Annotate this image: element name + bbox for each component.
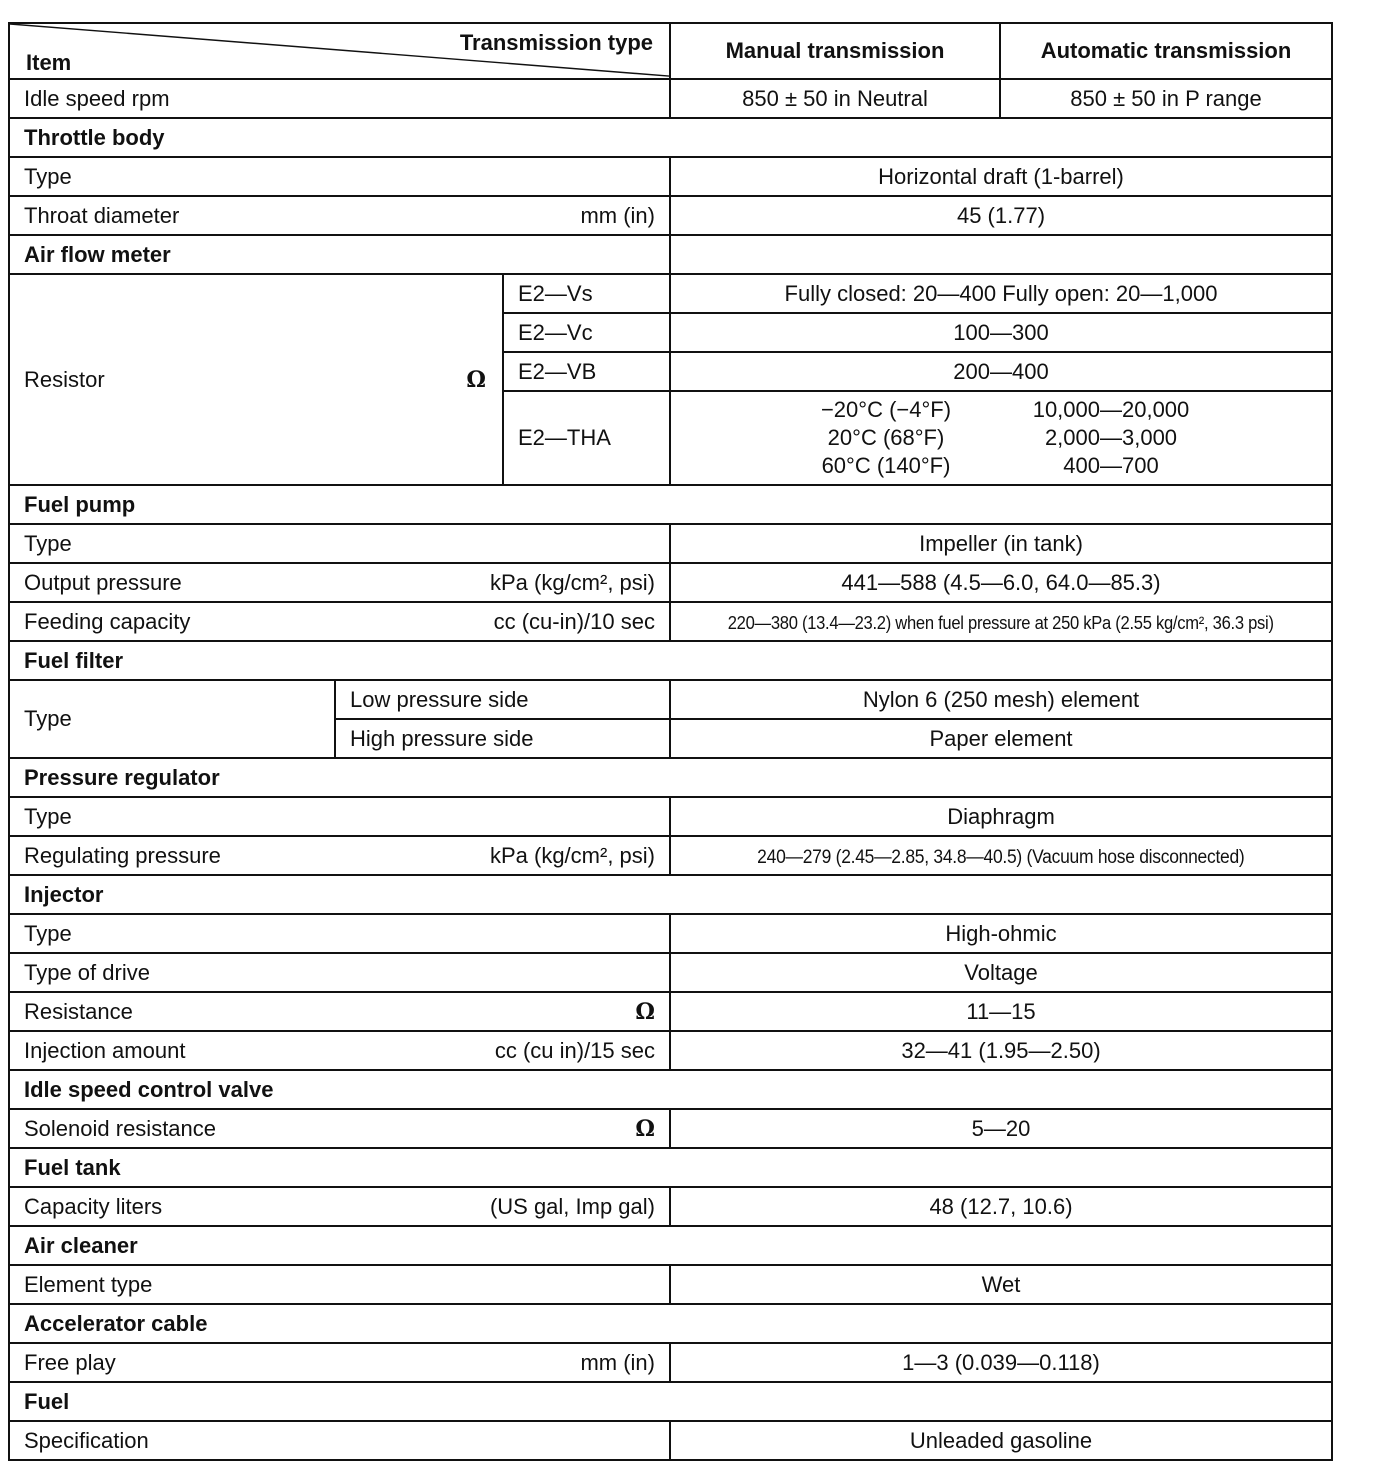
tha-temp: −20°C (−4°F) — [820, 397, 952, 422]
injector-type-row — [9, 914, 1332, 953]
injector-drive-row — [9, 953, 1332, 992]
section-fuel: Fuel — [9, 1382, 1332, 1421]
throttle-type-label: Type — [9, 157, 670, 196]
throat-diameter-label: Throat diameter — [24, 202, 180, 228]
tha-value: 10,000—20,000 — [1032, 397, 1190, 422]
manual-transmission-header: Manual transmission — [670, 23, 1000, 79]
header-item-cell — [9, 23, 670, 79]
output-pressure-row — [9, 563, 1332, 602]
automatic-transmission-header: Automatic transmission — [1000, 23, 1332, 79]
spec-sheet — [8, 22, 1331, 1461]
capacity-unit: (US gal, Imp gal) — [489, 1193, 655, 1219]
header-row — [9, 23, 1332, 79]
specification-label: Specification — [9, 1421, 670, 1460]
section-air-flow-meter: Air flow meter — [9, 235, 670, 274]
idle-speed-label: Idle speed rpm — [9, 79, 670, 118]
afm-value: 100—300 — [670, 313, 1332, 352]
injector-resistance-label: Resistance — [24, 998, 133, 1024]
transmission-type-label: Transmission type — [459, 30, 653, 55]
solenoid-resistance-value: 5—20 — [670, 1109, 1332, 1148]
resistor-label: Resistor — [24, 366, 105, 392]
section-pressure-regulator: Pressure regulator — [9, 758, 1332, 797]
free-play-row — [9, 1343, 1332, 1382]
regulating-pressure-row — [9, 836, 1332, 875]
fuel-filter-low-value: Nylon 6 (250 mesh) element — [670, 680, 1332, 719]
output-pressure-value: 441—588 (4.5—6.0, 64.0—85.3) — [670, 563, 1332, 602]
element-type-value: Wet — [670, 1265, 1332, 1304]
injection-amount-value: 32—41 (1.95—2.50) — [670, 1031, 1332, 1070]
section-fuel-tank: Fuel tank — [9, 1148, 1332, 1187]
afm-terminal: E2—VB — [503, 352, 670, 391]
afm-terminal: E2—Vc — [503, 313, 670, 352]
regulator-type-value: Diaphragm — [670, 797, 1332, 836]
spec-table — [8, 22, 1333, 1461]
section-fuel-pump: Fuel pump — [9, 485, 1332, 524]
fuel-pump-type-value: Impeller (in tank) — [670, 524, 1332, 563]
resistor-cell — [9, 274, 503, 485]
regulating-pressure-unit: kPa (kg/cm², psi) — [489, 842, 655, 868]
injection-amount-label: Injection amount — [24, 1037, 186, 1063]
solenoid-resistance-label: Solenoid resistance — [24, 1115, 217, 1141]
afm-value: 200—400 — [670, 352, 1332, 391]
injection-amount-unit: cc (cu in)/15 sec — [494, 1037, 655, 1063]
injector-type-value: High-ohmic — [670, 914, 1332, 953]
ohm-icon: Ω — [466, 366, 486, 393]
injector-type-label: Type — [9, 914, 670, 953]
feeding-capacity-row — [9, 602, 1332, 641]
section-accelerator-cable: Accelerator cable — [9, 1304, 1332, 1343]
fuel-filter-low-label: Low pressure side — [335, 680, 670, 719]
regulating-pressure-cell — [670, 836, 1332, 875]
throat-diameter-unit: mm (in) — [580, 202, 655, 228]
afm-tha-terminal: E2—THA — [503, 391, 670, 485]
injection-amount-row — [9, 1031, 1332, 1070]
fuel-filter-type-label: Type — [9, 680, 335, 758]
section-air-cleaner: Air cleaner — [9, 1226, 1332, 1265]
injector-drive-value: Voltage — [670, 953, 1332, 992]
idle-speed-automatic: 850 ± 50 in P range — [1000, 79, 1332, 118]
element-type-label: Element type — [9, 1265, 670, 1304]
output-pressure-unit: kPa (kg/cm², psi) — [489, 569, 655, 595]
injector-drive-label: Type of drive — [9, 953, 670, 992]
ohm-icon: Ω — [635, 1115, 655, 1142]
element-type-row — [9, 1265, 1332, 1304]
tha-value: 2,000—3,000 — [1044, 425, 1178, 450]
injector-resistance-row — [9, 992, 1332, 1031]
capacity-label: Capacity liters — [24, 1193, 163, 1219]
regulator-type-row — [9, 797, 1332, 836]
feeding-capacity-label: Feeding capacity — [24, 608, 191, 634]
section-injector: Injector — [9, 875, 1332, 914]
output-pressure-label: Output pressure — [24, 569, 182, 595]
idle-speed-manual: 850 ± 50 in Neutral — [670, 79, 1000, 118]
afm-vs-row — [9, 274, 1332, 313]
regulator-type-label: Type — [9, 797, 670, 836]
free-play-unit: mm (in) — [580, 1349, 655, 1375]
afm-terminal: E2—Vs — [503, 274, 670, 313]
air-flow-meter-blank — [670, 235, 1332, 274]
feeding-capacity-value: 220—380 (13.4—23.2) when fuel pressure at 250 kPa (2.55 kg/cm², 36.3 psi) — [728, 612, 1274, 633]
free-play-label: Free play — [24, 1349, 116, 1375]
ohm-icon: Ω — [635, 998, 655, 1025]
section-throttle-body: Throttle body — [9, 118, 1332, 157]
free-play-value: 1—3 (0.039—0.118) — [670, 1343, 1332, 1382]
section-fuel-filter: Fuel filter — [9, 641, 1332, 680]
tha-value: 400—700 — [1063, 453, 1159, 478]
capacity-row — [9, 1187, 1332, 1226]
throat-diameter-value: 45 (1.77) — [670, 196, 1332, 235]
feeding-capacity-cell — [670, 602, 1332, 641]
regulating-pressure-value: 240—279 (2.45—2.85, 34.8—40.5) (Vacuum hose disconnected) — [757, 846, 1245, 868]
tha-temp: 20°C (68°F) — [827, 425, 945, 450]
feeding-capacity-unit: cc (cu-in)/10 sec — [493, 608, 655, 634]
afm-value: Fully closed: 20—400 Fully open: 20—1,000 — [670, 274, 1332, 313]
fuel-filter-high-label: High pressure side — [335, 719, 670, 758]
capacity-value: 48 (12.7, 10.6) — [670, 1187, 1332, 1226]
injector-resistance-value: 11—15 — [670, 992, 1332, 1031]
throttle-type-value: Horizontal draft (1-barrel) — [670, 157, 1332, 196]
section-idle-speed-control-valve: Idle speed control valve — [9, 1070, 1332, 1109]
specification-row — [9, 1421, 1332, 1460]
tha-temp: 60°C (140°F) — [821, 453, 951, 478]
idle-speed-row — [9, 79, 1332, 118]
fuel-filter-high-value: Paper element — [670, 719, 1332, 758]
solenoid-resistance-row — [9, 1109, 1332, 1148]
afm-tha-values — [670, 391, 1332, 485]
throat-diameter-row — [9, 196, 1332, 235]
regulating-pressure-label: Regulating pressure — [24, 842, 221, 868]
item-label: Item — [26, 50, 72, 75]
fuel-pump-type-label: Type — [9, 524, 670, 563]
specification-value: Unleaded gasoline — [670, 1421, 1332, 1460]
fuel-pump-type-row — [9, 524, 1332, 563]
fuel-filter-low-row — [9, 680, 1332, 719]
throttle-type-row — [9, 157, 1332, 196]
